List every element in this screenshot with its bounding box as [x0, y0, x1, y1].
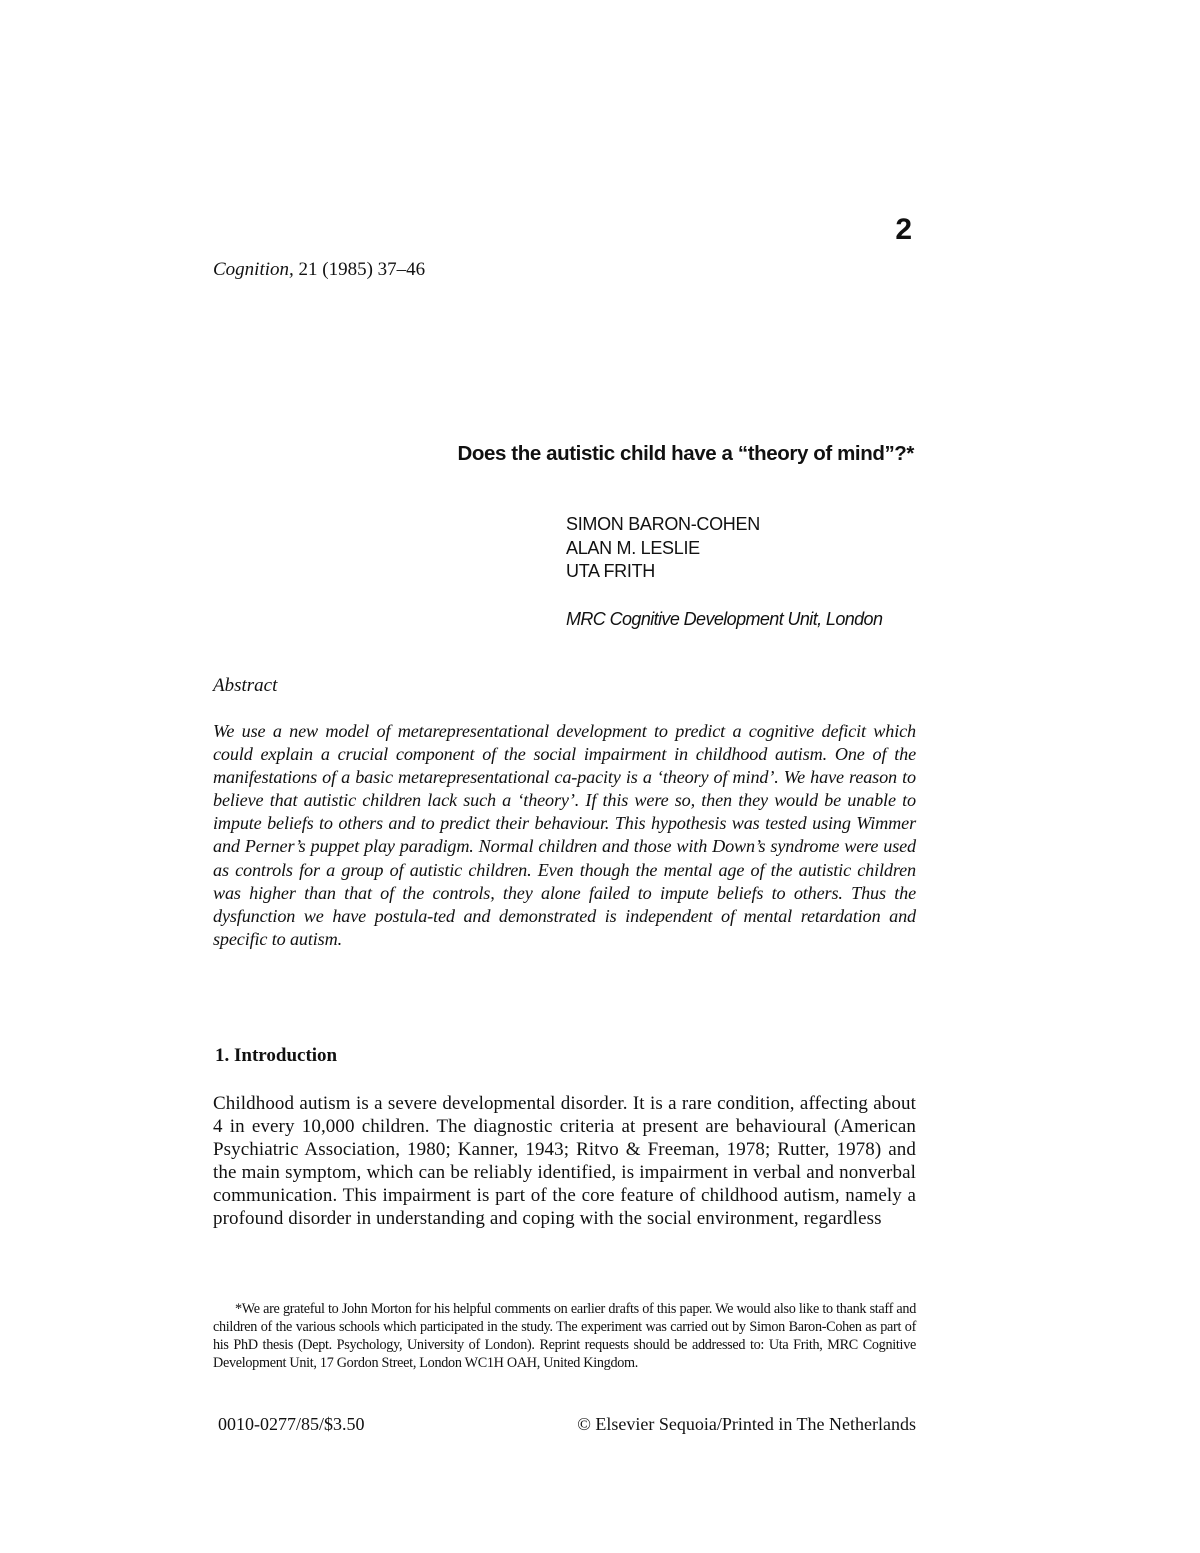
- introduction-body: Childhood autism is a severe developmental disorder. It is a rare condition, affecting about 4 in every 10,000 children. The diagnostic criteria at present are behavioural (American Psychiatric Association, 1980; Kanner, 1943; Ritvo & Freeman, 1978; Rutter, 1978) and the main symptom, which can be reliably identified, is impairment in verbal and nonverbal communication. This impairment is part of the core feature of childhood autism, namely a profound disorder in understanding and coping with the social environment, regardless: [213, 1093, 916, 1229]
- abstract-heading: Abstract: [213, 675, 278, 696]
- paper-title: Does the autistic child have a “theory of mind”?*: [457, 442, 914, 465]
- issn-price: 0010-0277/85/$3.50: [218, 1414, 365, 1434]
- author-list: [566, 513, 760, 584]
- author-name: SIMON BARON-COHEN: [566, 514, 760, 534]
- abstract-body: We use a new model of metarepresentational development to predict a cognitive deficit which could explain a crucial component of the social impairment in childhood autism. One of the manifestations of a basic metarepresentational ca-pacity is a ‘theory of mind’. We have reason to believe that autistic children lack such a ‘theory’. If this were so, then they would be unable to impute beliefs to others and to predict their behaviour. This hypothesis was tested using Wimmer and Perner’s puppet play paradigm. Normal children and those with Down’s syndrome were used as controls for a group of autistic children. Even though the mental age of the autistic children was higher than that of the controls, they alone failed to impute beliefs to others. Thus the dysfunction we have postula-ted and demonstrated is independent of mental retardation and specific to autism.: [213, 721, 916, 949]
- acknowledgement-footnote: *We are grateful to John Morton for his helpful comments on earlier drafts of this paper. We would also like to thank staff and children of the various schools which participated in the study. The experiment was carried out by Simon Baron-Cohen as part of his PhD thesis (Dept. Psychology, University of London). Reprint requests should be addressed to: Uta Frith, MRC Cognitive Development Unit, 17 Gordon Street, London WC1H OAH, United Kingdom.: [213, 1301, 916, 1371]
- publisher-notice: © Elsevier Sequoia/Printed in The Netherlands: [577, 1414, 916, 1434]
- journal-name: Cognition,: [213, 259, 294, 280]
- author-name: UTA FRITH: [566, 561, 655, 581]
- journal-citation: [213, 258, 425, 282]
- journal-volume-pages: 21 (1985) 37–46: [293, 259, 426, 280]
- author-affiliation: MRC Cognitive Development Unit, London: [566, 609, 883, 629]
- author-name: ALAN M. LESLIE: [566, 537, 700, 558]
- page-number: 2: [895, 213, 912, 246]
- introduction-heading: 1. Introduction: [215, 1045, 338, 1066]
